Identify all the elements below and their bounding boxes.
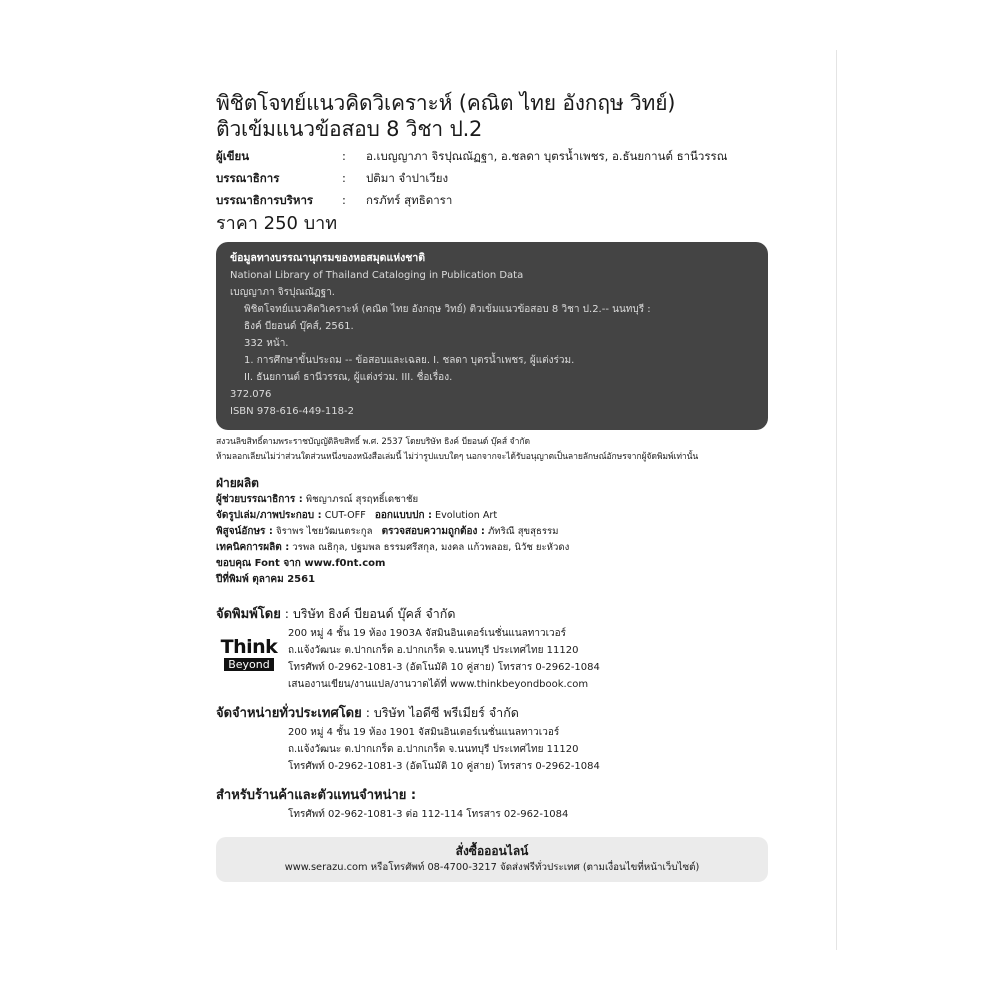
copyright-notice <box>216 435 768 465</box>
credit-value: ปติมา จำปาเวียง <box>366 171 449 185</box>
distributor-block <box>216 703 768 775</box>
cip-line-2: ธิงค์ บียอนด์ บุ๊คส์, 2561. <box>244 321 354 332</box>
imprint-page <box>216 90 768 882</box>
think-beyond-logo <box>216 629 282 679</box>
cip-class-number: 372.076 <box>230 389 272 400</box>
book-title-line-2: ติวเข้มแนวข้อสอบ 8 วิชา ป.2 <box>216 117 483 141</box>
publisher-label: จัดพิมพ์โดย <box>216 607 281 622</box>
publisher-submit-info: เสนองานเขียน/งานแปล/งานวาดได้ที่ www.thinkbeyondbook.com <box>288 679 589 690</box>
online-order-heading: สั่งซื้อออนไลน์ <box>455 844 529 858</box>
production-print-year <box>216 572 768 588</box>
credit-editor <box>216 168 768 189</box>
stores-block <box>216 785 768 823</box>
distributor-address-2: ถ.แจ้งวัฒนะ ต.ปากเกร็ด อ.ปากเกร็ด จ.นนทบุรี ประเทศไทย 11120 <box>288 744 579 755</box>
credit-value: อ.เบญญาภา จิรปุณณัฏฐา, อ.ชลดา บุตรน้ำเพชร, อ.ธันยกานต์ ธานีวรรณ <box>366 149 728 163</box>
production-credits <box>216 492 768 588</box>
credit-colon: : <box>342 149 346 163</box>
cip-author: เบญญาภา จิรปุณณัฏฐา. <box>230 287 335 298</box>
publisher-heading <box>216 604 768 625</box>
copyright-line-2: ห้ามลอกเลียนไม่ว่าส่วนใดส่วนหนึ่งของหนังสือเล่มนี้ ไม่ว่ารูปแบบใดๆ นอกจากจะได้รับอนุญาตเป็นลายลักษณ์อักษรจากผู้จัดพิมพ์เท่านั้น <box>216 452 699 462</box>
credit-colon: : <box>342 171 346 185</box>
production-label: จัดรูปเล่ม/ภาพประกอบ : <box>216 510 322 521</box>
online-order-line[interactable]: www.serazu.com หรือโทรศัพท์ 08-4700-3217 จัดส่งฟรีทั่วประเทศ (ตามเงื่อนไขที่หน้าเว็บไซต์) <box>284 862 700 873</box>
publisher-address-2: ถ.แจ้งวัฒนะ ต.ปากเกร็ด อ.ปากเกร็ด จ.นนทบุรี ประเทศไทย 11120 <box>288 645 579 656</box>
cip-line-1: พิชิตโจทย์แนวคิดวิเคราะห์ (คณิต ไทย อังกฤษ วิทย์) ติวเข้มแนวข้อสอบ 8 วิชา ป.2.-- นนทบุรี : <box>244 304 651 315</box>
copyright-line-1: สงวนลิขสิทธิ์ตามพระราชบัญญัติลิขสิทธิ์ พ.ศ. 2537 โดยบริษัท ธิงค์ บียอนด์ บุ๊คส์ จำกัด <box>216 437 530 447</box>
distributor-name: : บริษัท ไอดีซี พรีเมียร์ จำกัด <box>361 705 519 720</box>
production-value: Evolution Art <box>435 510 498 521</box>
production-value: จิราพร ไชยวัฒนตระกูล <box>275 526 373 537</box>
online-order-box <box>216 837 768 882</box>
distributor-address-1: 200 หมู่ 4 ชั้น 19 ห้อง 1901 จัสมินอินเตอร์เนชั่นแนลทาวเวอร์ <box>288 727 560 738</box>
publisher-address-1: 200 หมู่ 4 ชั้น 19 ห้อง 1903A จัสมินอินเตอร์เนชั่นแนลทาวเวอร์ <box>288 628 567 639</box>
production-label: ผู้ช่วยบรรณาธิการ : <box>216 494 303 505</box>
credit-label: บรรณาธิการบริหาร <box>216 193 314 207</box>
credit-executive-editor <box>216 190 768 211</box>
thanks-text: ขอบคุณ Font จาก www.f0nt.com <box>216 558 386 569</box>
logo-text-bottom: Beyond <box>224 658 274 671</box>
stores-label: สำหรับร้านค้าและตัวแทนจำหน่าย : <box>216 788 417 803</box>
credit-label: บรรณาธิการ <box>216 171 280 185</box>
production-label: เทคนิคการผลิต : <box>216 542 290 553</box>
production-value: CUT-OFF <box>324 510 366 521</box>
book-title-line-1: พิชิตโจทย์แนวคิดวิเคราะห์ (คณิต ไทย อังกฤษ วิทย์) <box>216 91 676 115</box>
credit-label: ผู้เขียน <box>216 149 250 163</box>
publisher-phone: โทรศัพท์ 0-2962-1081-3 (อัตโนมัติ 10 คู่สาย) โทรสาร 0-2962-1084 <box>288 662 600 673</box>
logo-text-top: Think <box>220 635 278 658</box>
production-value: ภัทริณี สุขสุธรรม <box>487 526 559 537</box>
credit-colon: : <box>342 193 346 207</box>
distributor-heading <box>216 703 768 724</box>
publisher-details <box>216 625 768 693</box>
credit-author <box>216 146 768 167</box>
cip-isbn: ISBN 978-616-449-118-2 <box>230 406 354 417</box>
production-row-layout <box>216 508 768 524</box>
publisher-name: : บริษัท ธิงค์ บียอนด์ บุ๊คส์ จำกัด <box>280 606 456 621</box>
print-year-text: ปีที่พิมพ์ ตุลาคม 2561 <box>216 574 316 585</box>
production-value: พิชญาภรณ์ สุรฤทธิ์เดชาชัย <box>305 494 419 505</box>
credits-list <box>216 146 768 211</box>
cip-line-4: 1. การศึกษาขั้นประถม -- ข้อสอบและเฉลย. I. ชลดา บุตรน้ำเพชร, ผู้แต่งร่วม. <box>244 355 575 366</box>
credit-value: กรภัทร์ สุทธิดารา <box>366 193 453 207</box>
cip-line-5: II. ธันยกานต์ ธานีวรรณ, ผู้แต่งร่วม. III. ชื่อเรื่อง. <box>244 372 453 383</box>
stores-phone: โทรศัพท์ 02-962-1081-3 ต่อ 112-114 โทรสาร 02-962-1084 <box>288 809 569 820</box>
stores-heading <box>216 785 768 806</box>
cip-data-box <box>216 242 768 430</box>
production-heading: ฝ่ายผลิต <box>216 476 259 490</box>
distributor-label: จัดจำหน่ายทั่วประเทศโดย <box>216 706 362 721</box>
publisher-block <box>216 604 768 693</box>
production-row-technique <box>216 540 768 556</box>
production-row-proof <box>216 524 768 540</box>
production-label: ตรวจสอบความถูกต้อง : <box>381 526 485 537</box>
production-value: วรพล ณธิกุล, ปฐมพล ธรรมศรีสกุล, มงคล แก้วพลอย, นิวัช ยะหัวดง <box>292 542 570 553</box>
cip-heading-en: National Library of Thailand Cataloging in Publication Data <box>230 270 524 281</box>
production-thanks <box>216 556 768 572</box>
distributor-phone: โทรศัพท์ 0-2962-1081-3 (อัตโนมัติ 10 คู่สาย) โทรสาร 0-2962-1084 <box>288 761 600 772</box>
production-label: ออกแบบปก : <box>374 510 432 521</box>
production-label: พิสูจน์อักษร : <box>216 526 273 537</box>
cip-heading-th: ข้อมูลทางบรรณานุกรมของหอสมุดแห่งชาติ <box>230 252 426 264</box>
cip-line-3: 332 หน้า. <box>244 338 289 349</box>
production-row-assistant <box>216 492 768 508</box>
price: ราคา 250 บาท <box>216 213 338 234</box>
page-edge-line <box>836 50 837 950</box>
